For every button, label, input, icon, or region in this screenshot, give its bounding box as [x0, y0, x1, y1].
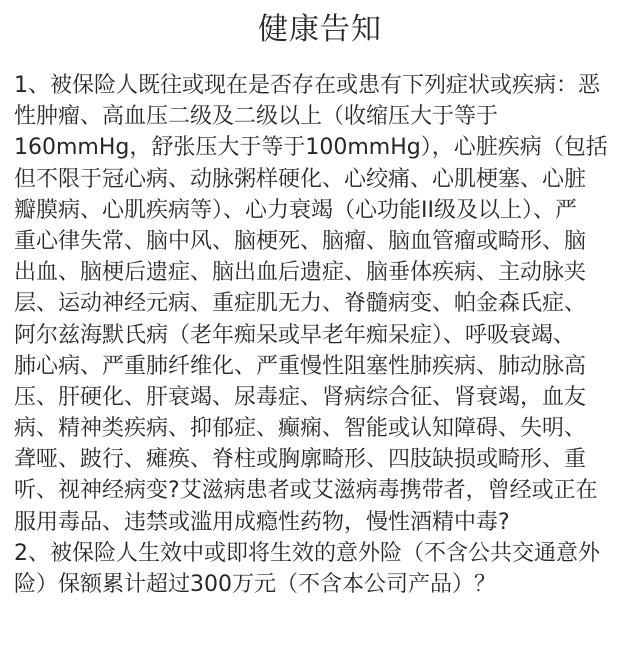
text-line: 出血、脑梗后遗症、脑出血后遗症、脑垂体疾病、主动脉夹 — [14, 260, 587, 286]
text-line: 肺心病、严重肺纤维化、严重慢性阻塞性肺疾病、肺动脉高 — [14, 353, 587, 379]
text-line: 服用毒品、违禁或滥用成瘾性药物，慢性酒精中毒? — [14, 509, 510, 535]
notice-body — [14, 70, 630, 600]
text-line: 压、肝硬化、肝衰竭、尿毒症、肾病综合征、肾衰竭，血友 — [14, 384, 587, 410]
text-line: 听、视神经病变?艾滋病患者或艾滋病毒携带者，曾经或正在 — [14, 478, 598, 504]
text-line: 瓣膜病、心肌疾病等）、心力衰竭（心功能II级及以上）、严 — [14, 197, 577, 223]
text-line: 但不限于冠心病、动脉粥样硬化、心绞痛、心肌梗塞、心脏 — [14, 166, 587, 192]
text-line: 聋哑、跛行、瘫痪、脊柱或胸廓畸形、四肢缺损或畸形、重 — [14, 447, 587, 473]
page-title: 健康告知 — [258, 12, 382, 47]
text-line: 2、被保险人生效中或即将生效的意外险（不含公共交通意外 — [14, 540, 600, 566]
text-line: 层、运动神经元病、重症肌无力、脊髓病变、帕金森氏症、 — [14, 291, 587, 317]
text-line: 160mmHg，舒张压大于等于100mmHg），心脏疾病（包括 — [14, 135, 608, 161]
notice-item-2 — [14, 538, 630, 600]
text-line: 性肿瘤、高血压二级及二级以上（收缩压大于等于 — [14, 104, 499, 130]
notice-item-1 — [14, 70, 630, 538]
text-line: 阿尔兹海默氏病（老年痴呆或早老年痴呆症）、呼吸衰竭、 — [14, 322, 576, 348]
text-line: 病、精神类疾病、抑郁症、癫痫、智能或认知障碍、失明、 — [14, 416, 587, 442]
text-line: 重心律失常、脑中风、脑梗死、脑瘤、脑血管瘤或畸形、脑 — [14, 228, 587, 254]
text-line: 1、被保险人既往或现在是否存在或患有下列症状或疾病：恶 — [14, 73, 600, 98]
text-line: 险）保额累计超过300万元（不含本公司产品）？ — [14, 572, 496, 597]
